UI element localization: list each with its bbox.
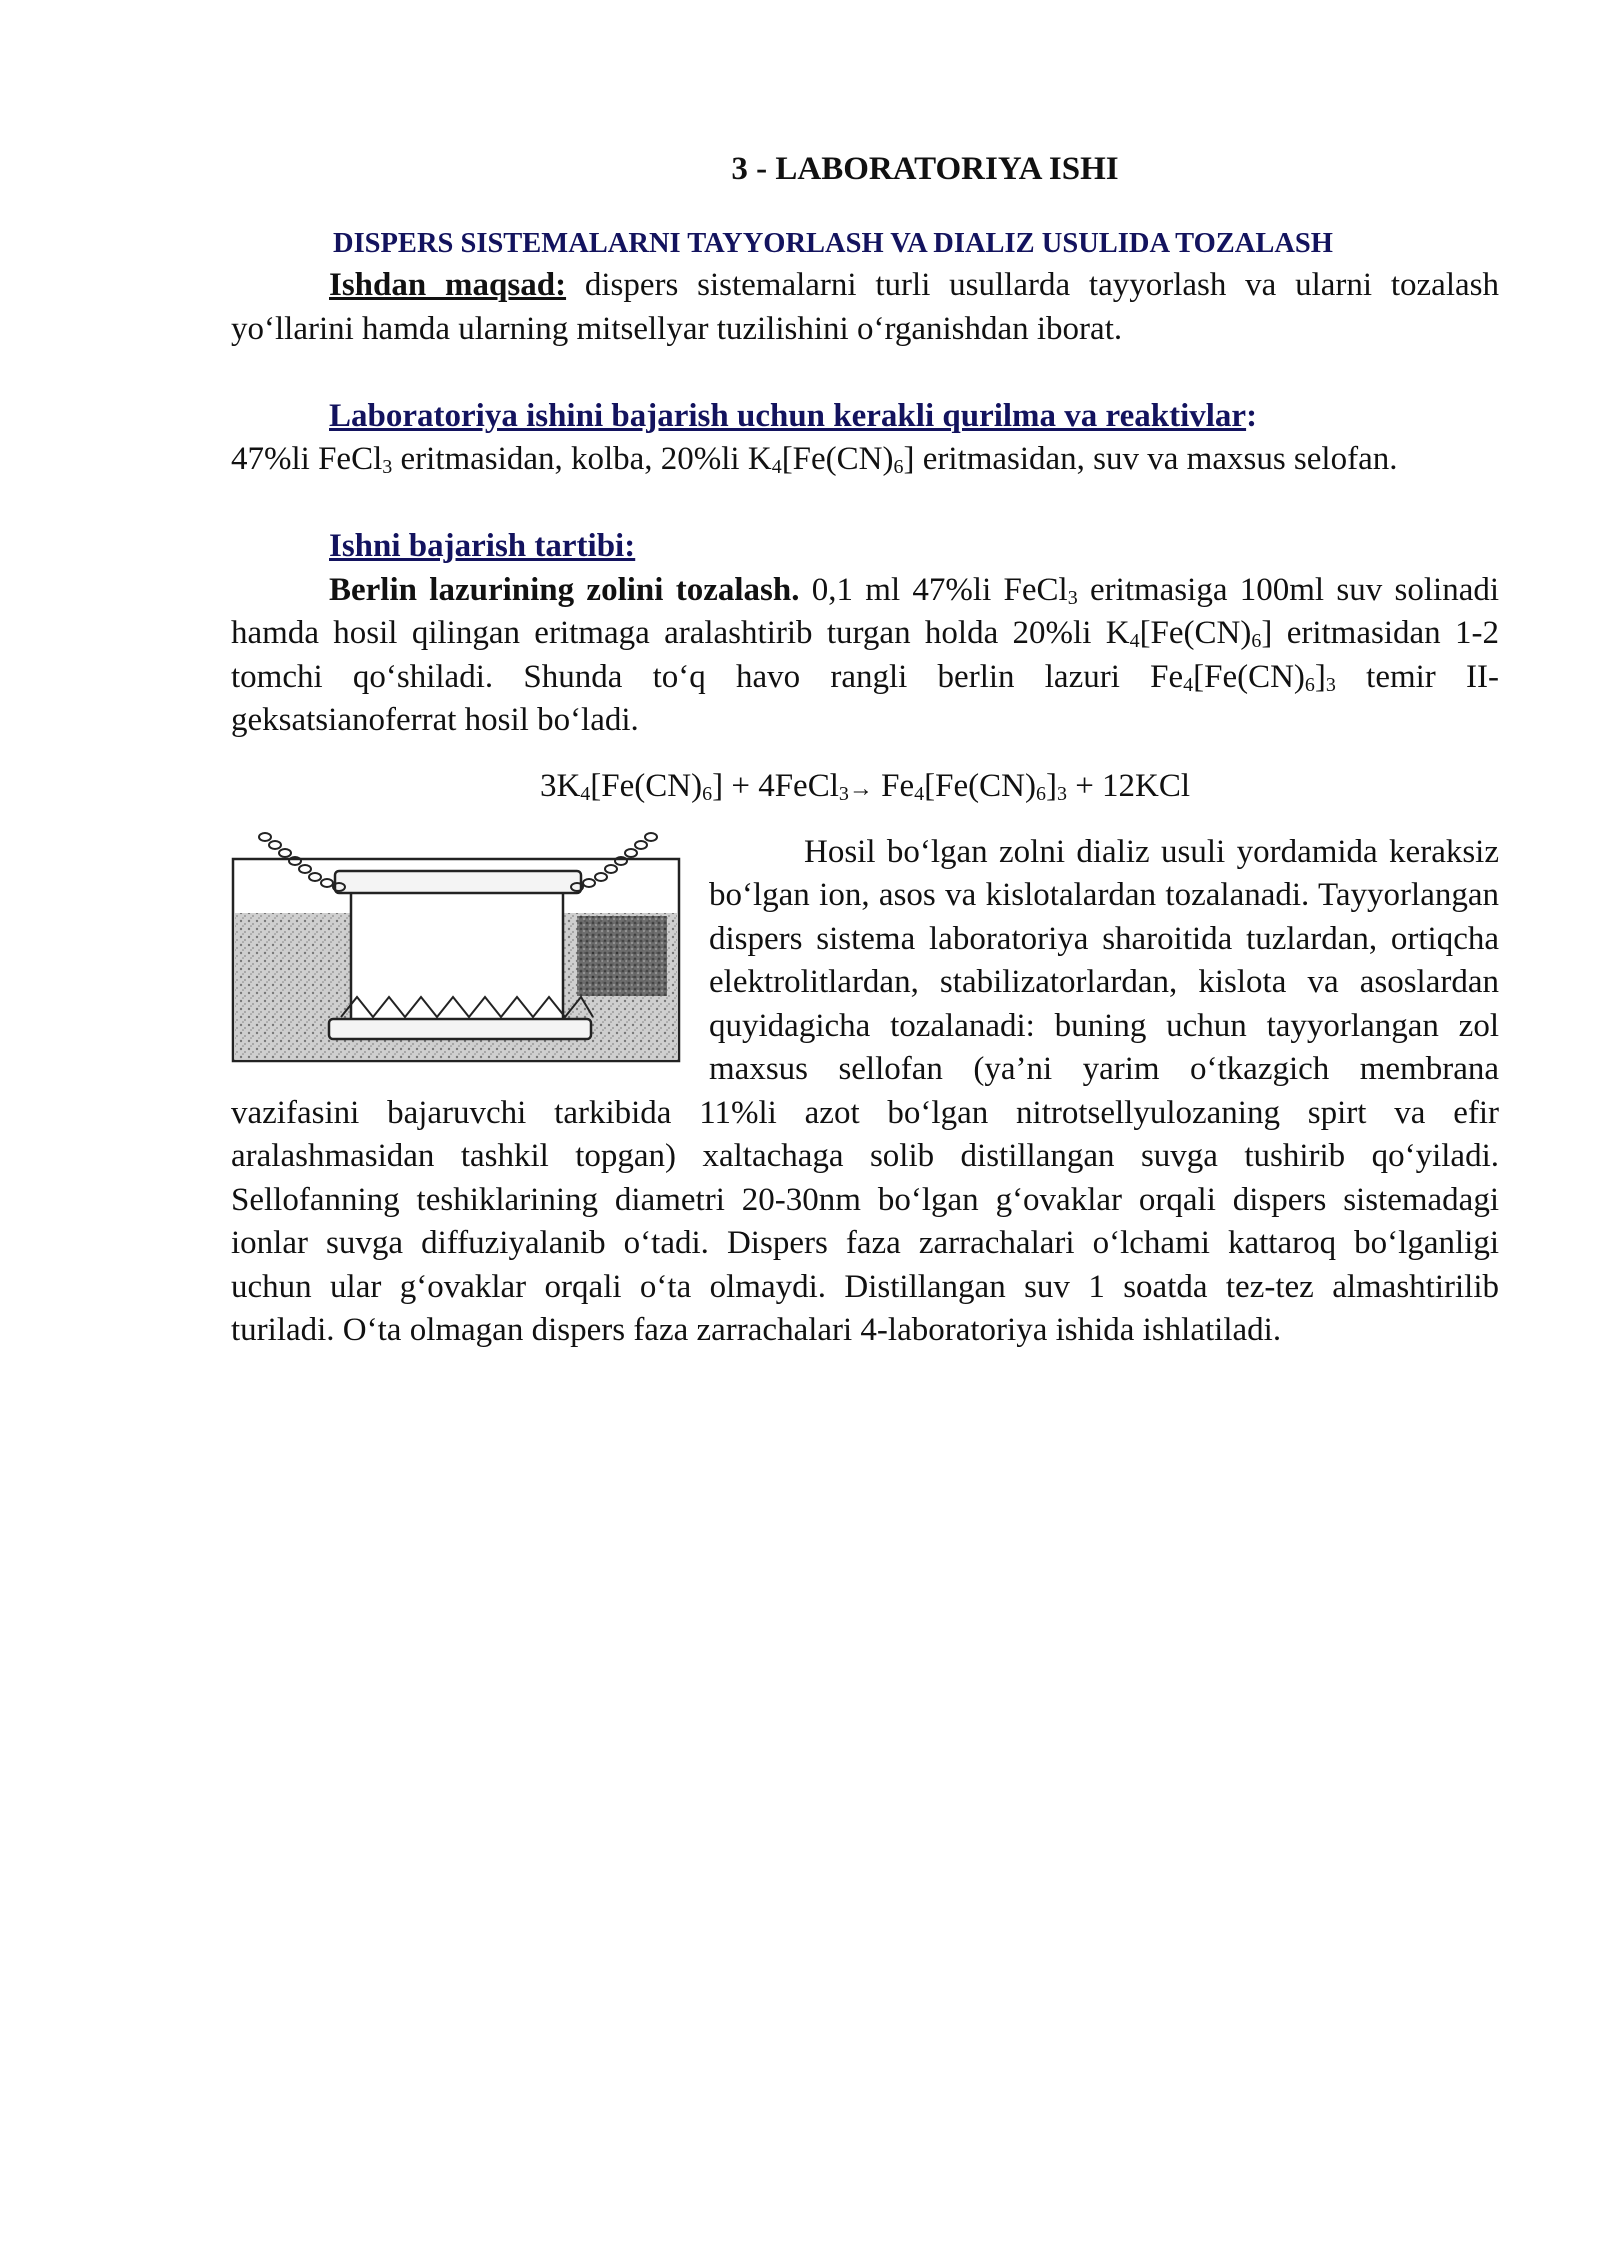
equipment-text-3: [Fe(CN) <box>781 441 894 477</box>
equipment-text-1: 47%li FeCl <box>231 441 383 477</box>
equipment-heading-line <box>231 395 1499 439</box>
dialysis-paragraph: Hosil bo‘lgan zolni dializ usuli yordamida keraksiz bo‘lgan ion, asos va kislotalardan tozalanadi. Tayyorlangan dispers sistema laboratoriya sharoitida tuzlardan, ortiqcha elektrolitlardan, stabilizatorlardan, kislota va asoslardan quyidagicha tozalanadi: buning uchun tayyorlangan zol maxsus sellofan (ya’ni yarim o‘tkazgich membrana vazifasini bajaruvchi tarkibida 11%li azot bo‘lgan nitrotsellyulozaning spirt va efir aralashmasidan tashkil topgan) xaltachaga solib distillangan suvga tushirib qo‘yiladi. Sellofanning teshiklarining diametri 20-30nm bo‘lgan g‘ovaklar orqali dispers sistemadagi ionlar suvga diffuziyalanib o‘tadi. Dispers faza zarrachalari o‘lchami kattaroq bo‘lganligi uchun ular g‘ovaklar orqali o‘ta olmaydi. Distillangan suv 1 soatda tez-tez almashtirilib turiladi. O‘ta olmagan dispers faza zarrachalari 4-laboratoriya ishida ishlatiladi. <box>231 833 1499 1348</box>
equipment-sub-2: 4 <box>771 456 782 478</box>
procedure-intro: Berlin lazurining zolini tozalash. <box>329 571 800 608</box>
procedure-sub-6: 3 <box>1325 673 1336 696</box>
procedure-text-5: [Fe(CN) <box>1193 658 1305 695</box>
equation-text-5: [Fe(CN) <box>924 767 1036 804</box>
procedure-text-2: eritmasiga 100ml suv solinadi hamda hosil qilingan eritmaga aralashtirib turgan holda 20%li K <box>231 571 1500 651</box>
procedure-sub-1: 3 <box>1067 586 1078 609</box>
equation-text-7: + 12KCl <box>1066 767 1191 804</box>
equipment-heading-colon: : <box>1246 397 1258 434</box>
procedure-paragraph <box>231 569 1499 743</box>
section-title: DISPERS SISTEMALARNI TAYYORLASH VA DIALIZ USULIDA TOZALASH <box>333 228 1333 259</box>
equipment-text-4: ] eritmasidan, suv va maxsus selofan. <box>903 441 1398 477</box>
equipment-sub-3: 6 <box>893 456 904 478</box>
equation-text-1: 3K <box>539 767 581 804</box>
chemical-equation <box>231 765 1499 809</box>
goal-paragraph <box>231 264 1499 351</box>
blank-line <box>231 482 1499 526</box>
equipment-text-2: eritmasidan, kolba, 20%li K <box>392 441 772 477</box>
goal-label: Ishdan maqsad: <box>329 267 567 303</box>
procedure-text-7: temir II-geksatsianoferrat hosil bo‘ladi. <box>231 658 1499 738</box>
equation-text-4: Fe <box>872 767 915 804</box>
equation-arrow: → <box>848 775 873 802</box>
equation-sub-4: 4 <box>914 782 925 805</box>
equation-sub-5: 6 <box>1035 782 1046 805</box>
equation-sub-1: 4 <box>580 782 591 805</box>
procedure-text-3: [Fe(CN) <box>1139 615 1252 651</box>
equation-sub-2: 6 <box>702 782 713 805</box>
procedure-text-6: ] <box>1314 658 1326 695</box>
procedure-text-1: 0,1 ml 47%li FeCl <box>799 571 1068 608</box>
equation-text-2: [Fe(CN) <box>590 767 703 804</box>
equipment-sub-1: 3 <box>382 456 393 478</box>
procedure-sub-2: 4 <box>1129 630 1140 652</box>
dialysis-apparatus-icon <box>231 831 681 1063</box>
procedure-heading-line <box>231 525 1499 569</box>
equation-sub-3: 3 <box>838 782 849 805</box>
procedure-heading: Ishni bajarish tartibi: <box>329 528 636 564</box>
equation-sub-6: 3 <box>1056 782 1067 805</box>
procedure-sub-3: 6 <box>1251 630 1262 652</box>
procedure-sub-5: 6 <box>1304 673 1315 696</box>
equipment-heading: Laboratoriya ishini bajarish uchun kerakli qurilma va reaktivlar <box>329 397 1247 434</box>
blank-line <box>231 351 1499 395</box>
document-body <box>231 148 1499 1353</box>
equipment-paragraph <box>231 438 1499 482</box>
procedure-sub-4: 4 <box>1183 673 1194 696</box>
procedure-text-4: ] eritmasidan 1-2 tomchi qo‘shiladi. Shunda to‘q havo rangli berlin lazuri Fe <box>231 615 1499 695</box>
equation-text-3: ] + 4FeCl <box>712 767 839 804</box>
lab-title: 3 - LABORATORIYA ISHI <box>731 151 1119 187</box>
equation-text-6: ] <box>1045 767 1057 804</box>
goal-text: dispers sistemalarni turli usullarda tayyorlash va ularni tozalash yo‘llarini hamda ularning mitsellyar tuzilishini o‘rganishdan iborat. <box>231 267 1499 347</box>
